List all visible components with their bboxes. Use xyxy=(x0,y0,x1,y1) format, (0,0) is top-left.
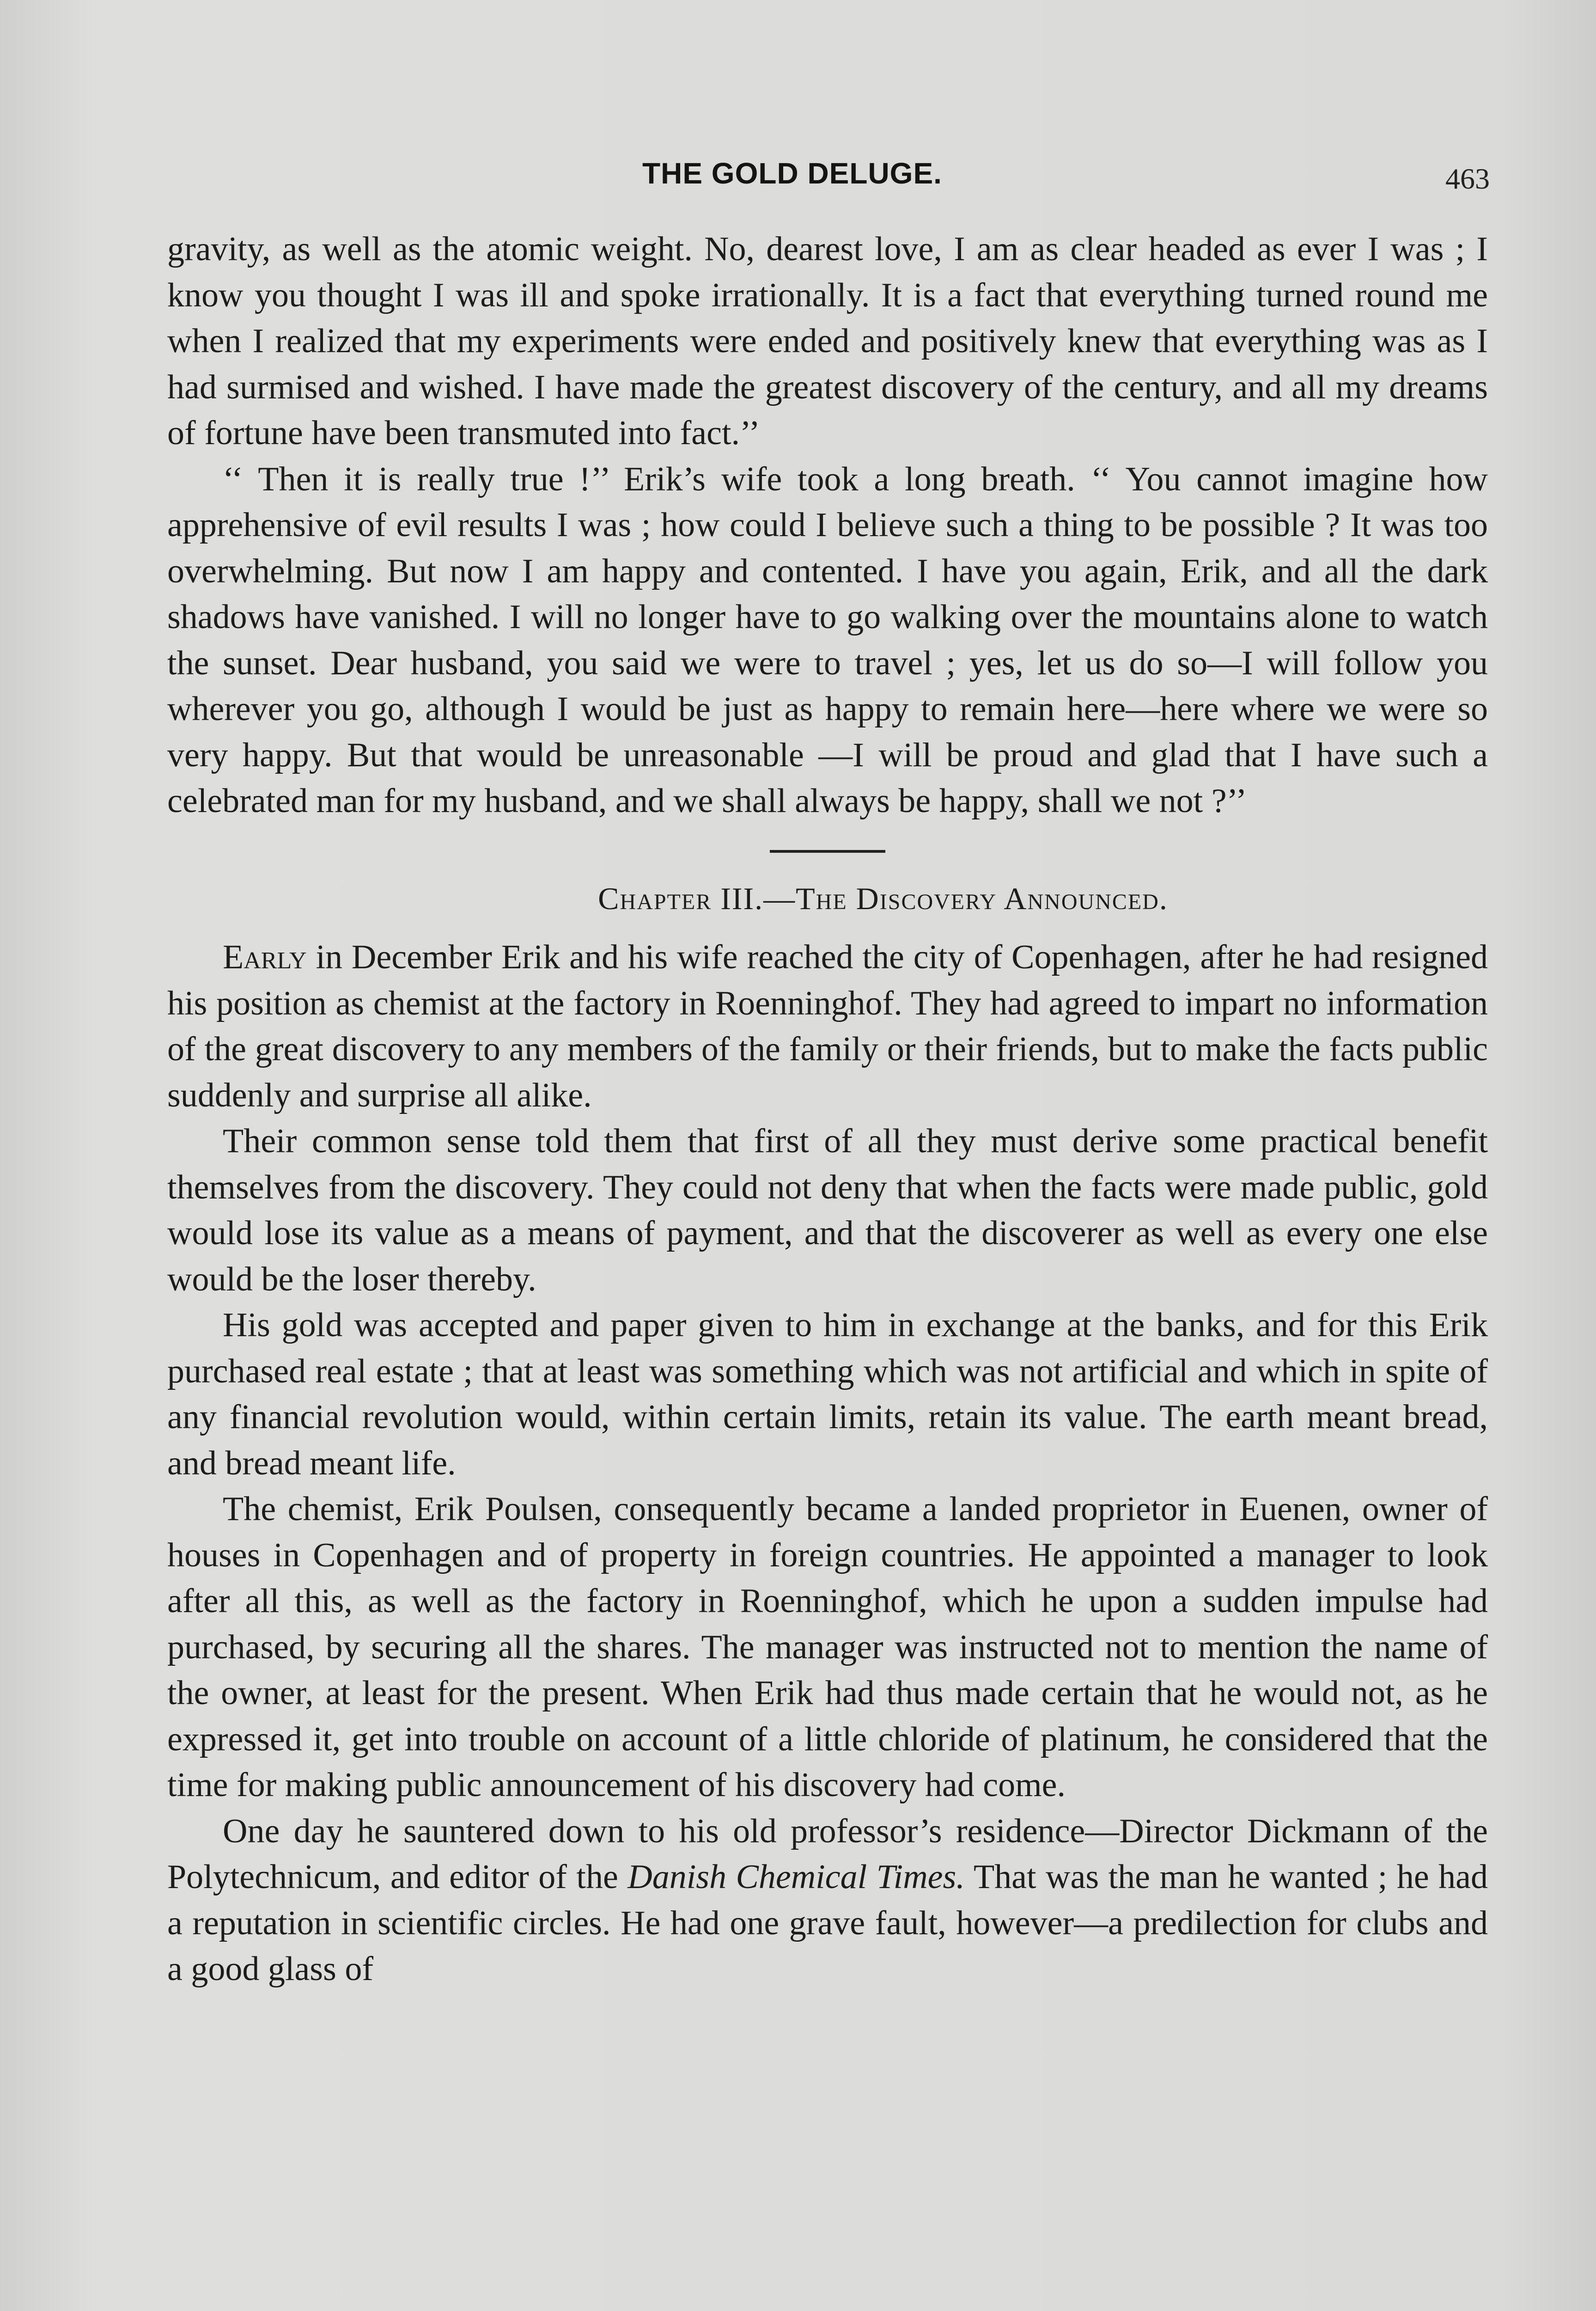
paragraph xyxy=(167,1809,1488,1993)
paragraph: ‘‘ Then it is really true !’’ Erik’s wife took a long breath. ‘‘ You cannot imagine how apprehensive of evil results I was ; how could I believe such a thing to be possible ? It was too overwhelming. But now I am happy and contented. I have you again, Erik, and all the dark shadows have vanished. I will no longer have to go walking over the mountains alone to watch the sunset. Dear husband, you said we were to travel ; yes, let us do so—I will follow you wherever you go, although I would be just as happy to remain here—here where we were so very happy. But that would be unreasonable —I will be proud and glad that I have such a celebrated man for my husband, and we shall always be happy, shall we not ?’’ xyxy=(167,460,1488,820)
chapter-heading: Chapter III.—The Discovery Announced. xyxy=(598,880,1168,916)
paragraph-text: That was the man he wanted ; he had a reputation in scientific circles. He had one grave fault, however—a predilection for clubs and a good glass of xyxy=(167,1858,1488,1988)
paragraph: gravity, as well as the atomic weight. No, dearest love, I am as clear headed as ever I was ; I know you thought I was ill and spoke irrationally. It is a fact that everything turned round me when I realized that my experiments were ended and positively knew that everything was as I had surmised and wished. I have made the greatest discovery of the century, and all my dreams of fortune have been transmuted into fact.’’ xyxy=(167,230,1488,452)
paragraph xyxy=(167,935,1488,1119)
paragraph: The chemist, Erik Poulsen, consequently became a landed proprietor in Euenen, owner of houses in Copenhagen and of property in foreign countries. He appointed a manager to look after all this, as well as the factory in Roenninghof, which he upon a sudden impulse had purchased, by securing all the shares. The manager was instructed not to mention the name of the owner, at least for the present. When Erik had thus made certain that he would not, as he expressed it, get into trouble on account of a little chloride of platinum, he considered that the time for making public announcement of his discovery had come. xyxy=(167,1490,1488,1804)
paragraph-text: One day he sauntered down to his old professor’s residence—Director Dickmann of the Polytechnicum, and editor of the xyxy=(167,1812,1488,1896)
section-divider xyxy=(770,850,885,853)
paragraph-text: in December Erik and his wife reached the city of Copenhagen, after he had resigned his position as chemist at the factory in Roenninghof. They had agreed to impart no information of the great discovery to any members of the family or their friends, but to make the facts public suddenly and surprise all alike. xyxy=(167,938,1488,1114)
page-header xyxy=(0,153,1596,199)
paragraph: Their common sense told them that first of all they must derive some practical benefit themselves from the discovery. They could not deny that when the facts were made public, gold would lose its value as a means of payment, and that the discoverer as well as every one else would be the loser thereby. xyxy=(167,1122,1488,1298)
lead-in-word: Early xyxy=(223,938,307,976)
page-number: 463 xyxy=(1445,162,1490,195)
paragraph: His gold was accepted and paper given to him in exchange at the banks, and for this Erik purchased real estate ; that at least was something which was not artificial and which in spite of any financial revolution would, within certain limits, retain its value. The earth meant bread, and bread meant life. xyxy=(167,1306,1488,1482)
running-title: THE GOLD DELUGE. xyxy=(642,157,942,190)
body-text xyxy=(167,226,1488,1993)
publication-title: Danish Chemical Times. xyxy=(627,1858,965,1896)
